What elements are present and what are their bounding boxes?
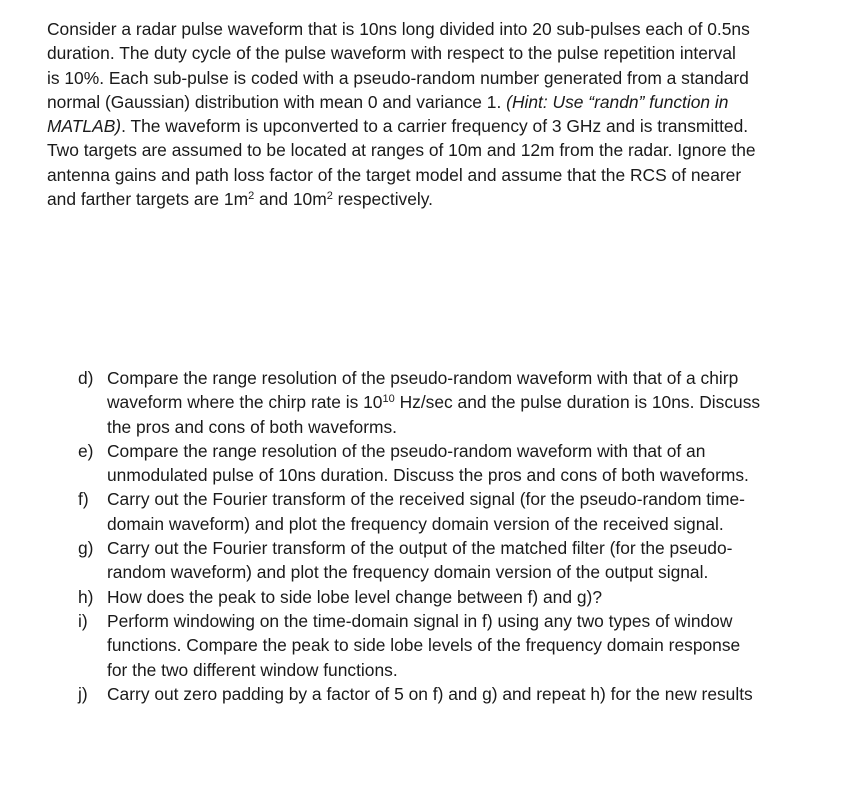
question-marker: i) — [78, 610, 88, 631]
intro-line-6: Two targets are assumed to be located at ranges of 10m and 12m from the radar. Ignore the — [47, 140, 756, 161]
intro-line-8 — [47, 187, 837, 211]
question-i-line-1: Perform windowing on the time-domain signal in f) using any two types of window — [107, 610, 733, 631]
question-e-line-1: Compare the range resolution of the pseudo-random waveform with that of an — [107, 440, 706, 461]
question-marker: j) — [78, 683, 88, 704]
hint-text: (Hint: Use “randn” function in — [506, 91, 729, 112]
question-d — [78, 366, 818, 439]
question-marker: f) — [78, 489, 89, 510]
question-j-line-1: Carry out zero padding by a factor of 5 on f) and g) and repeat h) for the new results — [107, 683, 753, 704]
intro-line-2: duration. The duty cycle of the pulse waveform with respect to the pulse repetition interval — [47, 43, 736, 64]
rcs-farther: and 10m — [254, 189, 327, 210]
question-g-line-2: random waveform) and plot the frequency domain version of the output signal. — [107, 562, 709, 583]
problem-statement — [47, 17, 837, 211]
question-marker: d) — [78, 368, 94, 388]
superscript-10: 10 — [382, 393, 395, 406]
chirp-rate-text: waveform where the chirp rate is 10 — [107, 392, 383, 413]
intro-line-7: antenna gains and path loss factor of the target model and assume that the RCS of nearer — [47, 164, 742, 185]
rcs-nearer: and farther targets are 1m — [47, 189, 249, 210]
question-d-line-3: the pros and cons of both waveforms. — [107, 416, 398, 437]
hint-matlab: MATLAB) — [47, 116, 122, 137]
question-i — [78, 609, 818, 682]
superscript-2: 2 — [326, 190, 333, 203]
question-g — [78, 536, 818, 585]
question-marker: g) — [78, 538, 94, 559]
intro-line-4-text: normal (Gaussian) distribution with mean 0 and variance 1. — [47, 91, 507, 112]
question-i-line-2: functions. Compare the peak to side lobe levels of the frequency domain response — [107, 635, 741, 656]
intro-line-1: Consider a radar pulse waveform that is 10ns long divided into 20 sub-pulses each of 0.5ns — [47, 19, 750, 39]
intro-line-5-text: . The waveform is upconverted to a carrier frequency of 3 GHz and is transmitted. — [121, 116, 749, 137]
intro-line-5 — [47, 114, 837, 138]
intro-line-3: is 10%. Each sub-pulse is coded with a pseudo-random number generated from a standard — [47, 67, 749, 88]
question-h-line-1: How does the peak to side lobe level change between f) and g)? — [107, 586, 602, 607]
question-marker: e) — [78, 440, 94, 461]
intro-line-4 — [47, 90, 837, 114]
question-d-line-1: Compare the range resolution of the pseudo-random waveform with that of a chirp — [107, 368, 739, 388]
question-e — [78, 439, 818, 488]
question-e-line-2: unmodulated pulse of 10ns duration. Discuss the pros and cons of both waveforms. — [107, 465, 749, 486]
superscript-2: 2 — [248, 190, 255, 203]
question-j — [78, 682, 818, 706]
question-marker: h) — [78, 586, 94, 607]
question-g-line-1: Carry out the Fourier transform of the output of the matched filter (for the pseudo- — [107, 538, 733, 559]
question-f-line-2: domain waveform) and plot the frequency domain version of the received signal. — [107, 513, 724, 534]
question-d-line-2 — [107, 390, 818, 414]
question-h — [78, 585, 818, 609]
question-i-line-3: for the two different window functions. — [107, 659, 398, 680]
question-f — [78, 487, 818, 536]
rcs-respectively: respectively. — [332, 189, 434, 210]
chirp-rate-rest: Hz/sec and the pulse duration is 10ns. Discuss — [394, 392, 761, 413]
question-f-line-1: Carry out the Fourier transform of the received signal (for the pseudo-random time- — [107, 489, 745, 510]
question-list — [78, 366, 818, 706]
